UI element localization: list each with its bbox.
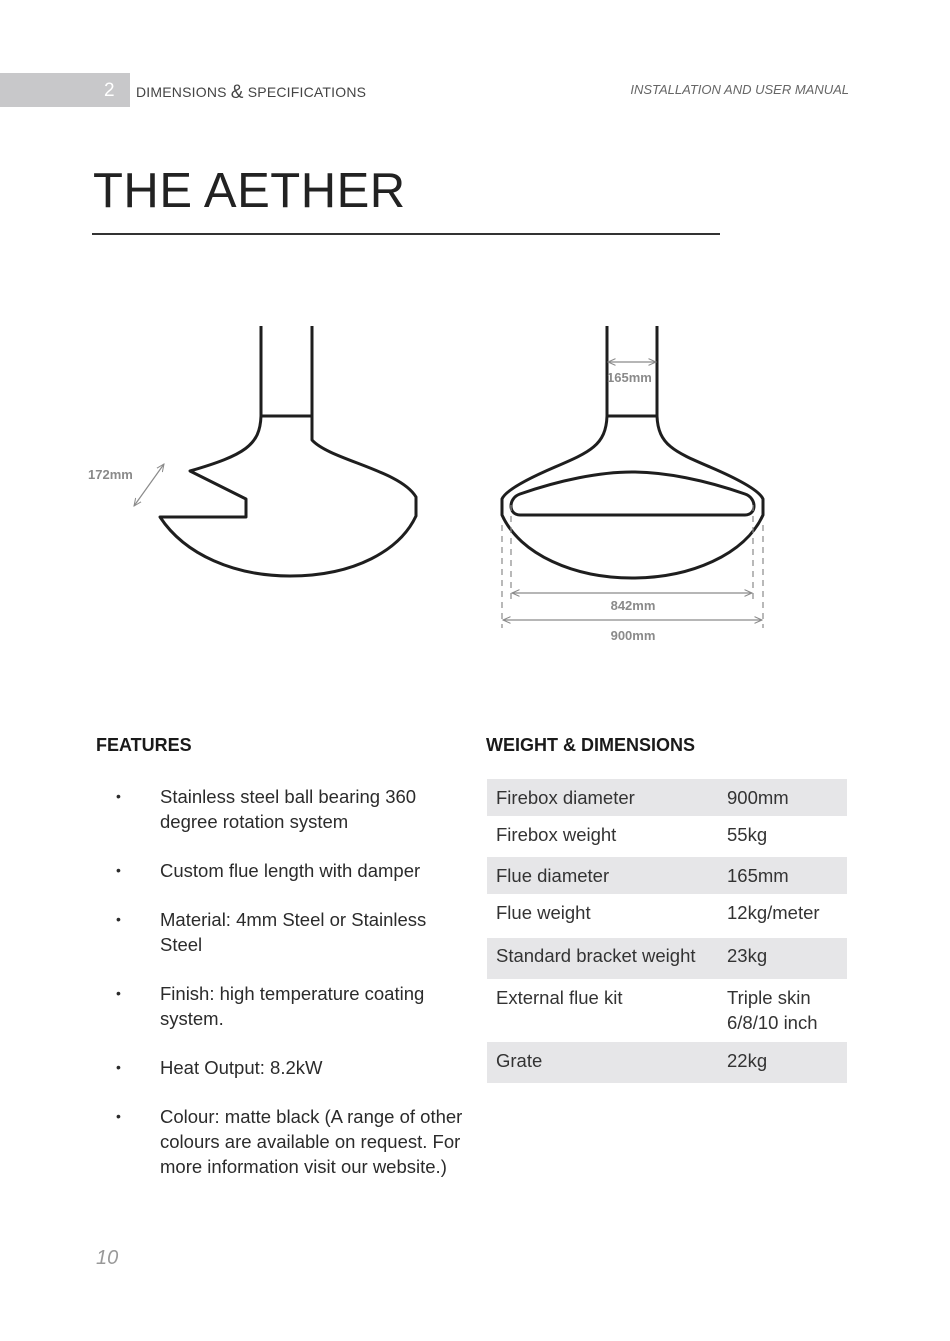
front-view-body [502, 416, 763, 578]
table-row [487, 894, 847, 938]
front-view-dimensions [502, 362, 763, 628]
table-row [487, 1042, 847, 1083]
side-view-body [160, 416, 416, 576]
row-value: 12kg/meter [727, 902, 820, 923]
table-row [487, 857, 847, 894]
feature-text: Colour: matte black (A range of other colours are available on request. For more information visit our website.) [160, 1106, 463, 1177]
section-title-amp: & [230, 82, 244, 103]
side-view-drawing [160, 326, 416, 576]
row-label: Grate [496, 1050, 543, 1071]
row-value: 55kg [727, 824, 768, 845]
features-heading: FEATURES [96, 735, 192, 755]
feature-text: Heat Output: 8.2kW [160, 1057, 323, 1078]
section-title-part1: DIMENSIONS [136, 84, 227, 100]
feature-item [108, 981, 468, 1031]
row-label: Flue diameter [496, 865, 610, 886]
flue-dimension-label: 165mm [607, 370, 652, 385]
manual-title: INSTALLATION AND USER MANUAL [630, 82, 849, 97]
bullet: • [116, 1059, 121, 1075]
feature-text: Material: 4mm Steel or Stainless Steel [160, 909, 427, 955]
row-value: 23kg [727, 945, 768, 966]
inner-width-label: 842mm [610, 598, 656, 613]
front-view-opening [511, 472, 754, 515]
side-view-flue [261, 326, 312, 416]
page-title: THE AETHER [93, 164, 406, 218]
row-value: Triple skin 6/8/10 inch [727, 987, 818, 1033]
feature-text: Stainless steel ball bearing 360 degree rotation system [160, 786, 417, 832]
table-row [487, 779, 847, 816]
section-number: 2 [104, 80, 115, 101]
feature-item [108, 858, 468, 883]
page-number: 10 [96, 1247, 119, 1269]
bullet: • [116, 985, 121, 1001]
feature-item [108, 907, 468, 957]
feature-text: Finish: high temperature coating system. [160, 983, 425, 1029]
row-label: Standard bracket weight [496, 945, 696, 966]
spec-table [487, 779, 847, 1083]
bullet: • [116, 788, 121, 804]
bullet: • [116, 911, 121, 927]
row-label: Flue weight [496, 902, 591, 923]
side-view-dimension [134, 464, 164, 506]
features-list [108, 784, 468, 1203]
outer-width-label: 900mm [610, 628, 656, 643]
table-row [487, 979, 847, 1042]
feature-item [108, 1055, 468, 1080]
row-label: External flue kit [496, 987, 623, 1008]
row-value: 165mm [727, 865, 789, 886]
weights-heading: WEIGHT & DIMENSIONS [486, 735, 696, 755]
row-value: 900mm [727, 787, 789, 808]
bullet: • [116, 862, 121, 878]
row-label: Firebox diameter [496, 787, 635, 808]
row-label: Firebox weight [496, 824, 617, 845]
section-title-part2: SPECIFICATIONS [247, 84, 367, 100]
table-row [487, 816, 847, 857]
front-view-drawing [502, 326, 763, 578]
bullet: • [116, 1108, 121, 1124]
row-value: 22kg [727, 1050, 768, 1071]
table-row [487, 938, 847, 979]
angle-dimension-label: 172mm [88, 467, 133, 482]
feature-text: Custom flue length with damper [160, 860, 421, 881]
feature-item [108, 1104, 468, 1179]
feature-item [108, 784, 468, 834]
